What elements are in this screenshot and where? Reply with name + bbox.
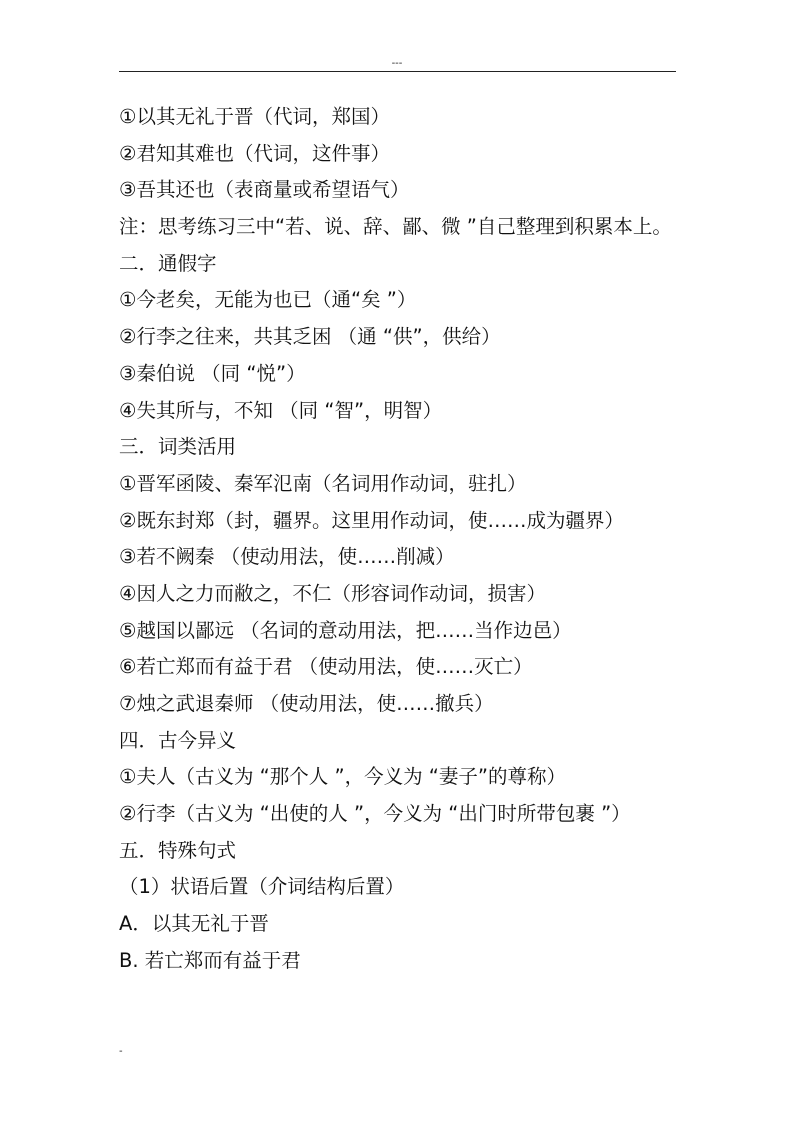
section-heading: 五．特殊句式 [119, 838, 237, 862]
text-line: ④因人之力而敝之，不仁（形容词作动词，损害） [119, 581, 546, 605]
text-line: ④失其所与，不知 （同 “智”，明智） [119, 398, 443, 422]
text-line: ①今老矣，无能为也已（通“矣 ”） [119, 288, 417, 312]
text-line: ②行李之往来，共其乏困 （通 “供”，供给） [119, 325, 501, 349]
section-heading: 三．词类活用 [119, 435, 237, 459]
header-divider [119, 71, 676, 72]
text-line: ⑥若亡郑而有益于君 （使动用法，使……灭亡） [119, 655, 533, 679]
section-heading: 四．古今异义 [119, 728, 237, 752]
text-line: ③吾其还也（表商量或希望语气） [119, 178, 410, 202]
page-footer-mark: - [119, 1046, 123, 1057]
text-line: ⑤越国以鄙远 （名词的意动用法，把……当作边邑） [119, 618, 572, 642]
text-line: A．以其无礼于晋 [119, 912, 269, 936]
text-line: ①以其无礼于晋（代词，郑国） [119, 105, 390, 128]
text-line: ①晋军函陵、秦军氾南（名词用作动词，驻扎） [119, 471, 527, 495]
text-line: ②既东封郑（封，疆界。这里用作动词，使……成为疆界） [119, 508, 624, 532]
text-line: ②行李（古义为 “出使的人 ”，今义为 “出门时所带包裹 ”） [119, 802, 631, 826]
text-line: ⑦烛之武退秦师 （使动用法，使……撤兵） [119, 692, 494, 716]
text-line: ②君知其难也（代词，这件事） [119, 141, 390, 165]
document-body [119, 99, 681, 980]
subsection-heading: （1）状语后置（介词结构后置） [119, 875, 405, 899]
text-line: B. 若亡郑而有益于君 [119, 948, 301, 972]
page-header-mark: --- [391, 58, 403, 69]
section-heading: 二．通假字 [119, 251, 217, 275]
text-line: ③若不阙秦 （使动用法，使……削减） [119, 545, 455, 569]
note-paragraph: 注：思考练习三中“若、说、辞、鄙、微 ”自己整理到积累本上。 [119, 215, 672, 239]
text-line: ①夫人（古义为 “那个人 ”，今义为 “妻子”的尊称） [119, 765, 566, 789]
text-line: ③秦伯说 （同 “悦”） [119, 361, 306, 385]
